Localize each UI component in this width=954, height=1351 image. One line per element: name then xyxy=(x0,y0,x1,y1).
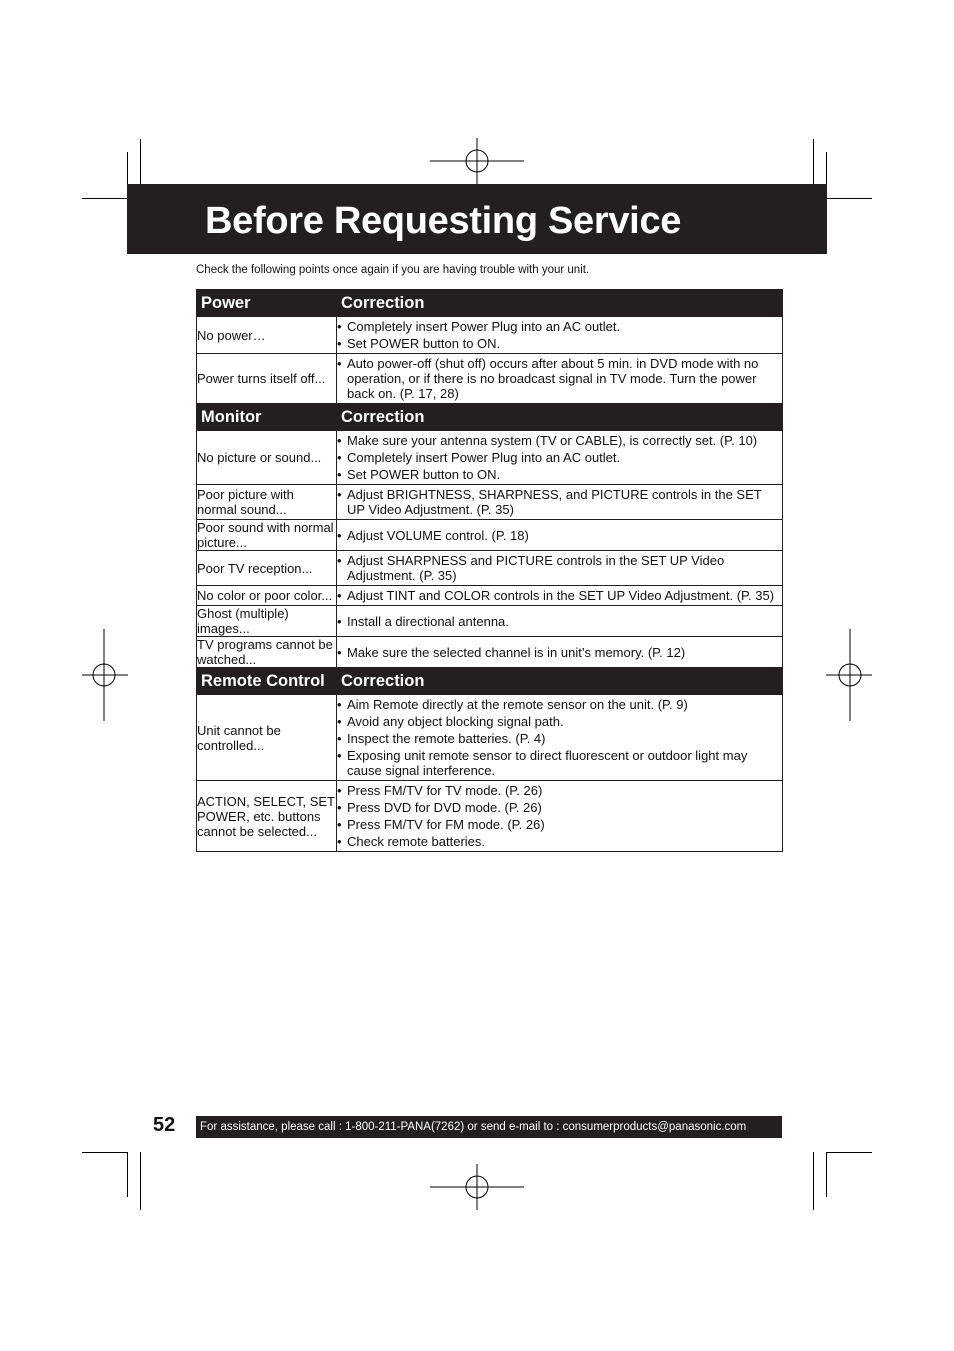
problem-cell: Unit cannot be controlled... xyxy=(197,695,337,781)
problem-cell: Power turns itself off... xyxy=(197,354,337,404)
list-item: • Set POWER button to ON. xyxy=(337,336,782,351)
correction-cell xyxy=(337,551,783,586)
title-bar xyxy=(127,184,827,254)
table-row xyxy=(197,637,783,668)
crop-mark xyxy=(827,198,872,199)
correction-cell xyxy=(337,606,783,637)
table-row xyxy=(197,354,783,404)
correction-list xyxy=(337,433,782,482)
correction-cell xyxy=(337,520,783,551)
list-item: • Install a directional antenna. xyxy=(337,614,782,629)
crop-mark xyxy=(82,1152,127,1153)
problem-cell: No power… xyxy=(197,317,337,354)
page-number: 52 xyxy=(153,1114,176,1136)
correction-list xyxy=(337,697,782,778)
crop-mark xyxy=(827,1152,872,1153)
section-header: Power xyxy=(197,290,337,317)
correction-cell xyxy=(337,586,783,606)
correction-list xyxy=(337,553,782,583)
problem-cell: Ghost (multiple) images... xyxy=(197,606,337,637)
correction-list xyxy=(337,645,782,660)
correction-list xyxy=(337,319,782,351)
troubleshooting-table xyxy=(196,289,783,852)
crop-mark xyxy=(82,198,127,199)
correction-cell xyxy=(337,431,783,485)
registration-mark xyxy=(826,629,872,721)
correction-header: Correction xyxy=(337,404,783,431)
correction-list xyxy=(337,614,782,629)
problem-cell: ACTION, SELECT, SET POWER, etc. buttons cannot be selected... xyxy=(197,781,337,852)
problem-cell: TV programs cannot be watched... xyxy=(197,637,337,668)
correction-list xyxy=(337,528,782,543)
list-item: • Press DVD for DVD mode. (P. 26) xyxy=(337,800,782,815)
list-item: • Adjust VOLUME control. (P. 18) xyxy=(337,528,782,543)
table-row xyxy=(197,606,783,637)
problem-cell: No picture or sound... xyxy=(197,431,337,485)
list-item: • Completely insert Power Plug into an AC outlet. xyxy=(337,450,782,465)
crop-mark xyxy=(813,1152,814,1210)
footer-assistance: For assistance, please call : 1-800-211-PANA(7262) or send e-mail to : consumerproducts@panasonic.com xyxy=(196,1116,782,1138)
problem-cell: No color or poor color... xyxy=(197,586,337,606)
correction-cell xyxy=(337,637,783,668)
section-header-row xyxy=(197,290,783,317)
list-item: • Check remote batteries. xyxy=(337,834,782,849)
crop-mark xyxy=(826,1152,827,1197)
list-item: • Press FM/TV for FM mode. (P. 26) xyxy=(337,817,782,832)
correction-cell xyxy=(337,781,783,852)
registration-mark xyxy=(82,629,128,721)
registration-mark xyxy=(430,138,524,184)
table-row xyxy=(197,551,783,586)
correction-header: Correction xyxy=(337,668,783,695)
registration-mark xyxy=(430,1164,524,1210)
list-item: • Make sure the selected channel is in unit’s memory. (P. 12) xyxy=(337,645,782,660)
correction-list xyxy=(337,783,782,849)
table-row xyxy=(197,695,783,781)
list-item: • Aim Remote directly at the remote sensor on the unit. (P. 9) xyxy=(337,697,782,712)
section-header: Remote Control xyxy=(197,668,337,695)
list-item: • Adjust BRIGHTNESS, SHARPNESS, and PICTURE controls in the SET UP Video Adjustment. (P. 35) xyxy=(337,487,782,517)
correction-list xyxy=(337,487,782,517)
problem-cell: Poor sound with normal picture... xyxy=(197,520,337,551)
list-item: • Make sure your antenna system (TV or CABLE), is correctly set. (P. 10) xyxy=(337,433,782,448)
list-item: • Avoid any object blocking signal path. xyxy=(337,714,782,729)
correction-list xyxy=(337,588,782,603)
problem-cell: Poor picture with normal sound... xyxy=(197,485,337,520)
list-item: • Adjust SHARPNESS and PICTURE controls in the SET UP Video Adjustment. (P. 35) xyxy=(337,553,782,583)
table-row xyxy=(197,781,783,852)
table-row xyxy=(197,431,783,485)
crop-mark xyxy=(140,1152,141,1210)
section-header: Monitor xyxy=(197,404,337,431)
table-row xyxy=(197,586,783,606)
page-title: Before Requesting Service xyxy=(205,200,682,242)
section-header-row xyxy=(197,404,783,431)
list-item: • Exposing unit remote sensor to direct fluorescent or outdoor light may cause signal interference. xyxy=(337,748,782,778)
list-item: • Inspect the remote batteries. (P. 4) xyxy=(337,731,782,746)
correction-list xyxy=(337,356,782,401)
correction-header: Correction xyxy=(337,290,783,317)
problem-cell: Poor TV reception... xyxy=(197,551,337,586)
section-header-row xyxy=(197,668,783,695)
list-item: • Adjust TINT and COLOR controls in the SET UP Video Adjustment. (P. 35) xyxy=(337,588,782,603)
list-item: • Auto power-off (shut off) occurs after about 5 min. in DVD mode with no operation, or if there is no broadcast signal in TV mode. Turn the power back on. (P. 17, 28) xyxy=(337,356,782,401)
correction-cell xyxy=(337,485,783,520)
list-item: • Press FM/TV for TV mode. (P. 26) xyxy=(337,783,782,798)
correction-cell xyxy=(337,695,783,781)
list-item: • Completely insert Power Plug into an AC outlet. xyxy=(337,319,782,334)
intro-text: Check the following points once again if you are having trouble with your unit. xyxy=(196,264,590,276)
table-row xyxy=(197,520,783,551)
correction-cell xyxy=(337,354,783,404)
correction-cell xyxy=(337,317,783,354)
list-item: • Set POWER button to ON. xyxy=(337,467,782,482)
table-row xyxy=(197,317,783,354)
crop-mark xyxy=(127,1152,128,1197)
table-row xyxy=(197,485,783,520)
